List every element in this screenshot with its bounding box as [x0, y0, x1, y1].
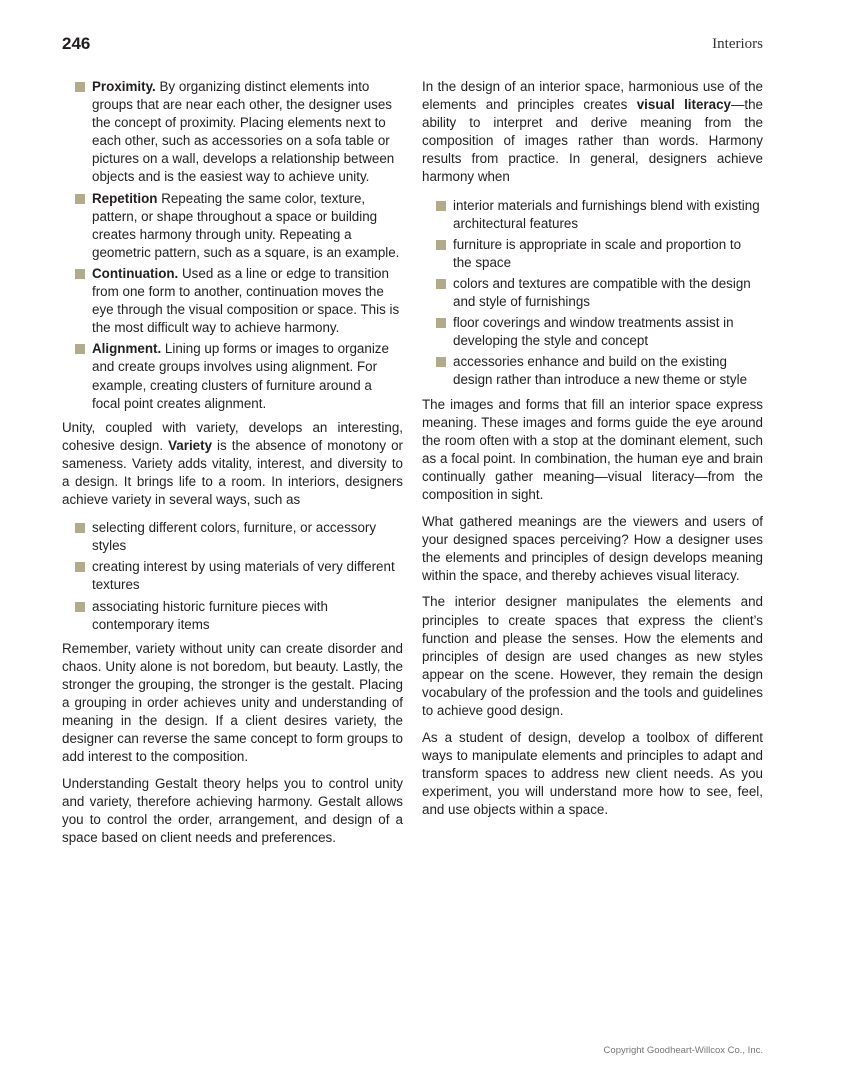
paragraph-gestalt: Understanding Gestalt theory helps you to control unity and variety, therefore achieving harmony. Gestalt allows you to control the order, arrangement, and design of a space based on client needs and preferences. — [62, 775, 403, 846]
text: Unity, coupled with variety, develops an interesting, cohesive design. — [62, 419, 403, 453]
term: Repetition — [92, 190, 158, 206]
paragraph-images-forms: The images and forms that fill an interior space express meaning. These images and forms guide the eye around the room often with a stop at the dominant element, such as a focal point. In combination, the human eye and brain continually gather meaning—visual literacy—from the composition in sight. — [422, 396, 763, 502]
text: —the ability to interpret and derive meaning from the composition of images rather than words. Harmony results from practice. In general, designers achieve harmony when — [422, 97, 763, 185]
list-item-text: floor coverings and window treatments assist in developing the style and concept — [453, 315, 734, 349]
list-item-text: selecting different colors, furniture, or accessory styles — [92, 520, 377, 554]
intro-paragraph — [422, 78, 763, 187]
square-bullet-icon — [75, 602, 85, 612]
list-item — [422, 275, 763, 311]
right-column — [422, 78, 763, 828]
square-bullet-icon — [436, 201, 446, 211]
square-bullet-icon — [75, 82, 85, 92]
definition: Used as a line or edge to transition from one form to another, continuation moves the eye through the visual composition or space. This is the most difficult way to achieve harmony. — [92, 265, 400, 336]
list-item-text: colors and textures are compatible with the design and style of furnishings — [453, 275, 751, 310]
list-item — [422, 197, 763, 233]
list-item — [62, 558, 403, 594]
definition: By organizing distinct elements into groups that are near each other, the designer uses the concept of proximity. Placing elements next to each other, such as accessories on a sofa table or pictures on a wall, develops a relationship between objects and is the easiest way to achieve unity. — [92, 79, 395, 185]
list-item-text: accessories enhance and build on the existing design rather than introduce a new theme or style — [453, 354, 748, 388]
square-bullet-icon — [75, 194, 85, 204]
list-item-text: interior materials and furnishings blend with existing architectural features — [453, 197, 760, 231]
page-number: 246 — [62, 34, 91, 53]
copyright-footer: Copyright Goodheart-Willcox Co., Inc. — [603, 1045, 763, 1056]
term-variety: Variety — [168, 437, 213, 453]
list-item — [62, 519, 403, 555]
term: Proximity. — [92, 79, 156, 94]
harmony-list — [422, 197, 763, 390]
paragraph-gathered-meanings: What gathered meanings are the viewers and users of your designed spaces perceiving? How a designer uses the elements and principles of design develops meaning within the space, and thereby achieves visual literacy. — [422, 513, 763, 583]
list-item-proximity — [62, 78, 403, 187]
list-item — [422, 314, 763, 350]
variety-paragraph — [62, 419, 403, 509]
square-bullet-icon — [436, 318, 446, 328]
text: In the design of an interior space, harmonious use of the elements and principles creates — [422, 79, 763, 113]
square-bullet-icon — [436, 357, 446, 367]
paragraph-remember: Remember, variety without unity can create disorder and chaos. Unity alone is not boredom, but beauty. Lastly, the stronger the grouping, the stronger is the gestalt. Placing a grouping in order achieves unity and understanding of meaning in the design. If a client desires variety, the designer can reverse the same concept to form groups to add interest to the composition. — [62, 640, 403, 765]
paragraph-interior-designer: The interior designer manipulates the elements and principles to create spaces that express the client’s function and please the senses. How the elements and principles of design are used changes as new styles appear on the scene. However, they remain the design vocabulary of the profession and the tools and guidelines to achieve good design. — [422, 594, 763, 718]
paragraph-student: As a student of design, develop a toolbox of different ways to manipulate elements and principles to adapt and transform spaces to address new client needs. As you experiment, you will understand more how to see, feel, and use objects within a space. — [422, 729, 763, 817]
term: Continuation. — [92, 265, 179, 281]
text: is the absence of monotony or sameness. Variety adds vitality, interest, and diversity to a design. It brings life to a room. In interiors, designers achieve variety in several ways, such as — [62, 437, 403, 508]
term: Alignment. — [92, 341, 162, 357]
variety-list — [62, 519, 403, 634]
definition: Lining up forms or images to organize and create groups involves using alignment. For example, creating clusters of furniture around a focal point creates alignment. — [92, 341, 389, 411]
list-item — [422, 236, 763, 272]
principles-list — [62, 78, 403, 413]
list-item-text: furniture is appropriate in scale and proportion to the space — [453, 236, 742, 270]
list-item — [62, 598, 403, 634]
list-item-continuation — [62, 265, 403, 337]
square-bullet-icon — [75, 523, 85, 533]
square-bullet-icon — [436, 240, 446, 250]
square-bullet-icon — [75, 562, 85, 572]
square-bullet-icon — [75, 344, 85, 354]
list-item-text: creating interest by using materials of very different textures — [92, 559, 395, 593]
square-bullet-icon — [436, 279, 446, 289]
square-bullet-icon — [75, 269, 85, 279]
list-item-text: associating historic furniture pieces with contemporary items — [92, 598, 328, 632]
definition: Repeating the same color, texture, pattern, or shape throughout a space or building creates harmony through unity. Repeating a geometric pattern, such as a square, is an example. — [92, 190, 400, 260]
list-item — [422, 353, 763, 389]
running-head: Interiors — [712, 36, 763, 52]
left-column — [62, 78, 403, 856]
list-item-alignment — [62, 340, 403, 412]
term-visual-literacy: visual literacy — [636, 97, 731, 113]
list-item-repetition — [62, 190, 403, 262]
